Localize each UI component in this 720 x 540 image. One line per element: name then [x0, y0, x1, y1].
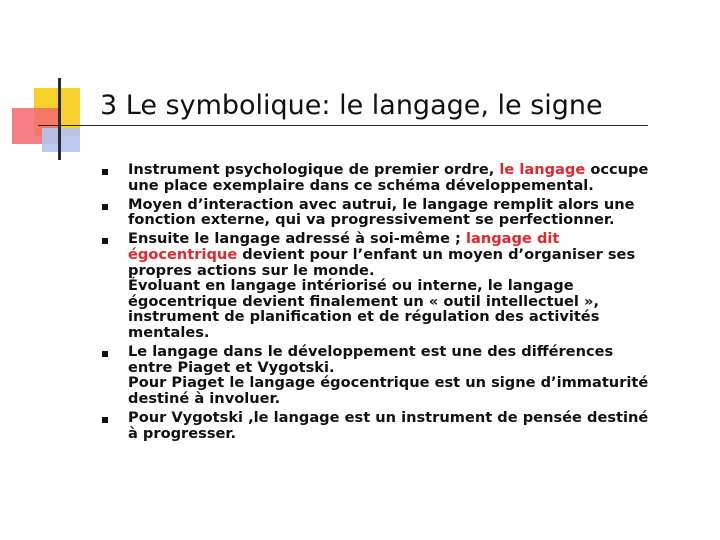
- bullet-line: [128, 375, 706, 391]
- text-run: mentales.: [128, 323, 210, 341]
- bullet-square-icon: [102, 169, 108, 175]
- bullet-line: [128, 197, 706, 213]
- bullet-line: [128, 278, 706, 294]
- bullet-line: [128, 360, 706, 376]
- bullet-square-icon: [102, 238, 108, 244]
- bullet-square-icon: [102, 204, 108, 210]
- bullet-line: [128, 426, 706, 442]
- text-run: une place exemplaire dans ce schéma développemental.: [128, 176, 594, 194]
- title-divider-line: [38, 125, 648, 126]
- text-run: devient pour l’enfant un moyen d’organiser ses: [237, 245, 636, 263]
- bullet-item: [100, 162, 706, 193]
- decorative-blue-square: [42, 128, 80, 152]
- text-run: fonction externe, qui va progressivement se perfectionner.: [128, 211, 615, 229]
- slide-title: 3 Le symbolique: le langage, le signe: [100, 90, 603, 121]
- text-run: propres actions sur le monde.: [128, 261, 375, 279]
- highlighted-text: le langage: [499, 161, 586, 178]
- text-run: Le langage dans le développement est une des différences: [128, 343, 614, 361]
- bullet-item: [100, 231, 706, 340]
- bullet-line: [128, 344, 706, 360]
- bullet-square-icon: [102, 417, 108, 423]
- text-run: égocentrique devient finalement un « outil intellectuel »,: [128, 292, 599, 310]
- text-run: à progresser.: [128, 424, 237, 442]
- bullet-line: [128, 294, 706, 310]
- text-run: Ensuite le langage adressé à soi-même ;: [128, 230, 466, 248]
- bullet-line: [128, 410, 706, 426]
- bullet-line: [128, 178, 706, 194]
- bullet-item: [100, 410, 706, 441]
- bullet-line: [128, 212, 706, 228]
- bullet-square-icon: [102, 351, 108, 357]
- text-run: Moyen d’interaction avec autrui, le langage remplit alors une: [128, 195, 635, 213]
- highlighted-text: égocentrique: [128, 245, 238, 263]
- text-run: Évoluant en langage intériorisé ou interne, le langage: [128, 277, 574, 295]
- bullet-line: [128, 247, 706, 263]
- text-run: entre Piaget et Vygotski.: [128, 358, 335, 376]
- decorative-vertical-line: [58, 78, 61, 160]
- text-run: occupe: [585, 161, 649, 178]
- bullet-item: [100, 344, 706, 406]
- bullet-line: [128, 231, 706, 247]
- text-run: Pour Piaget le langage égocentrique est un signe d’immaturité: [128, 374, 649, 392]
- bullet-item: [100, 197, 706, 228]
- text-run: Pour Vygotski ,le langage est un instrument de pensée destiné: [128, 408, 649, 426]
- text-run: instrument de planification et de régulation des activités: [128, 308, 600, 326]
- bullet-list: [100, 162, 706, 441]
- bullet-line: [128, 263, 706, 279]
- highlighted-text: langage dit: [465, 230, 560, 248]
- text-run: destiné à involuer.: [128, 389, 281, 407]
- bullet-line: [128, 391, 706, 407]
- bullet-line: [128, 325, 706, 341]
- bullet-line: [128, 162, 706, 178]
- bullet-line: [128, 309, 706, 325]
- text-run: Instrument psychologique de premier ordre,: [128, 161, 500, 178]
